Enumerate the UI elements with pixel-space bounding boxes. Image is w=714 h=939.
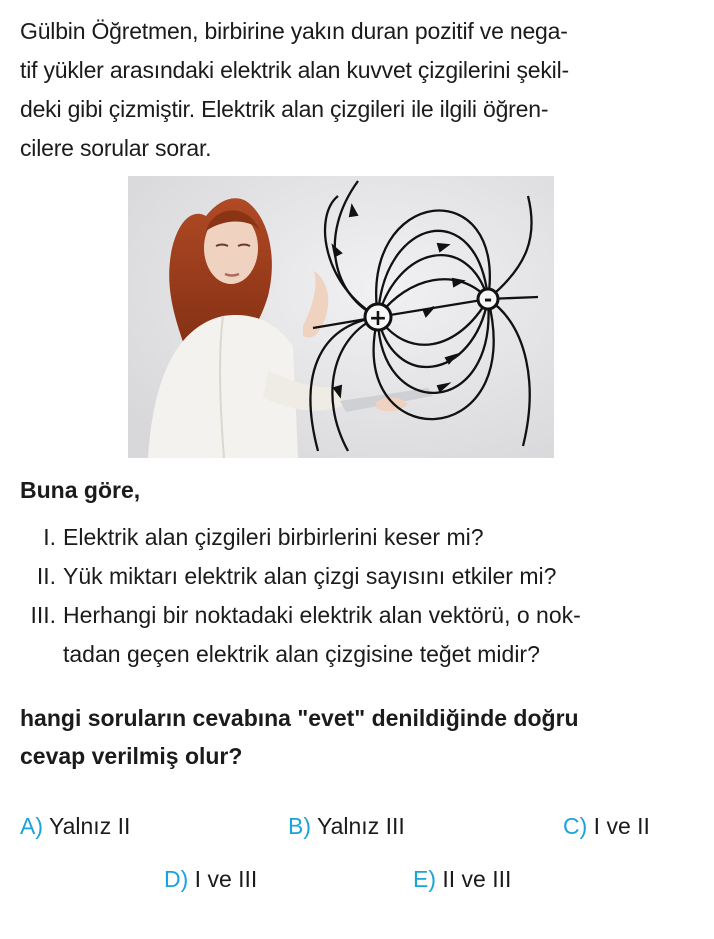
statement-text-continued: tadan geçen elektrik alan çizgisine teğet midir? (63, 641, 540, 667)
intro-line: Gülbin Öğretmen, birbirine yakın duran pozitif ve nega- (20, 18, 568, 44)
question-prompt (20, 699, 690, 775)
statement-list (20, 518, 680, 674)
option-text: Yalnız III (316, 813, 405, 839)
option-letter: E) (413, 866, 436, 892)
statement-text: Yük miktarı elektrik alan çizgi sayısını etkiler mi? (63, 563, 557, 589)
option-letter: C) (563, 813, 588, 839)
option-letter: D) (164, 866, 189, 892)
option-text: II ve III (442, 866, 512, 892)
electric-field-photo (128, 176, 554, 458)
intro-line: cilere sorular sorar. (20, 135, 212, 161)
svg-text:-: - (483, 287, 493, 311)
statement-number: III. (30, 602, 56, 628)
statement-text: Herhangi bir noktadaki elektrik alan vektörü, o nok- (63, 602, 581, 628)
statement-item (20, 518, 680, 557)
positive-charge-icon (365, 304, 391, 331)
prompt-line: hangi soruların cevabına "evet" denildiğinde doğru (20, 705, 579, 731)
negative-charge-icon (478, 287, 498, 311)
option-b[interactable] (288, 813, 405, 840)
option-letter: B) (288, 813, 311, 839)
option-c[interactable] (563, 813, 650, 840)
option-letter: A) (20, 813, 43, 839)
option-e[interactable] (413, 866, 511, 893)
statement-number: II. (36, 563, 56, 589)
option-text: I ve III (194, 866, 258, 892)
svg-text:+: + (368, 306, 388, 331)
option-a[interactable] (20, 813, 130, 840)
option-text: I ve II (593, 813, 650, 839)
question-stem: Buna göre, (20, 477, 141, 503)
question-intro (20, 12, 670, 168)
option-d[interactable] (164, 866, 257, 893)
option-text: Yalnız II (48, 813, 131, 839)
statement-item (20, 557, 680, 596)
intro-line: tif yükler arasındaki elektrik alan kuvvet çizgilerini şekil- (20, 57, 569, 83)
statement-item (20, 596, 680, 674)
statement-text: Elektrik alan çizgileri birbirlerini keser mi? (63, 524, 484, 550)
statement-number: I. (43, 524, 56, 550)
prompt-line: cevap verilmiş olur? (20, 743, 243, 769)
intro-line: deki gibi çizmiştir. Elektrik alan çizgileri ile ilgili öğren- (20, 96, 549, 122)
